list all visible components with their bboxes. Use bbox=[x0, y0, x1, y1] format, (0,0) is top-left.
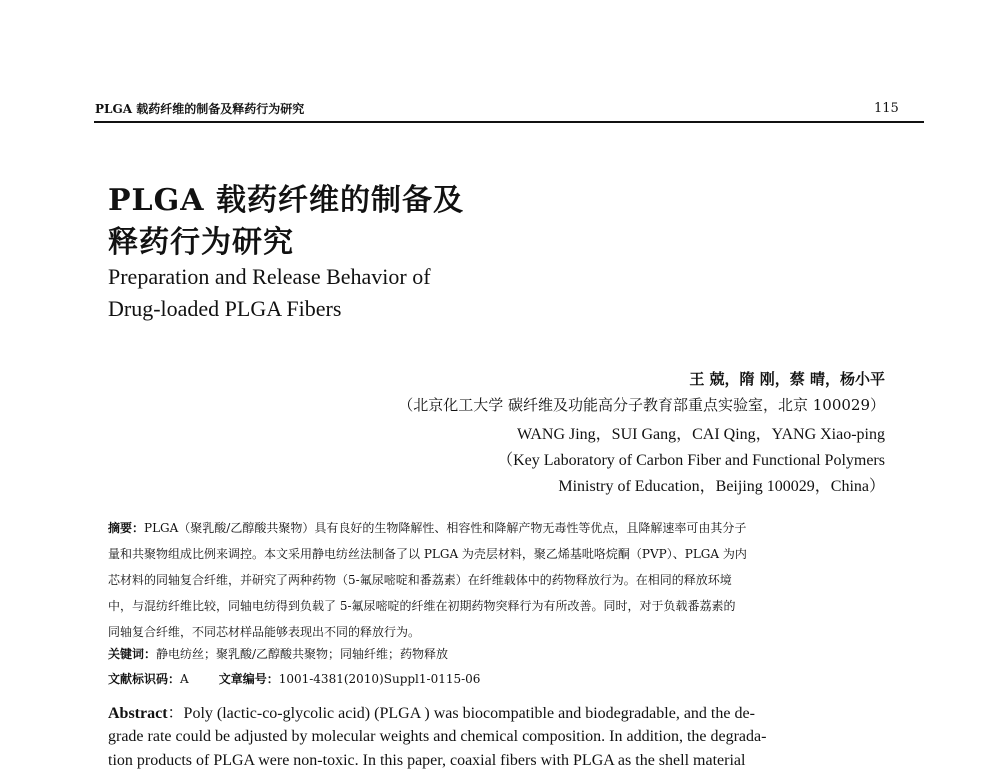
abstract-english-line-3: tion products of PLGA were non-toxic. In this paper, coaxial fibers with PLGA as the shell material bbox=[108, 752, 746, 769]
abstract-english-text: ：Poly (lactic-co-glycolic acid) (PLGA ) was biocompatible and biodegradable, and the de- bbox=[167, 705, 755, 722]
chinese-title-line-2: 释药行为研究 bbox=[108, 225, 294, 260]
affiliation-english-line-1: （Key Laboratory of Carbon Fiber and Functional Polymers bbox=[497, 452, 885, 469]
affiliation-chinese: （北京化工大学 碳纤维及功能高分子教育部重点实验室，北京 100029） bbox=[398, 396, 885, 414]
authors-chinese: 王 兢，隋 刚，蔡 晴，杨小平 bbox=[689, 370, 885, 388]
abstract-chinese-label: 摘要： bbox=[108, 521, 145, 535]
abstract-chinese-line-3: 芯材料的同轴复合纤维，并研究了两种药物（5-氟尿嘧啶和番荔素）在纤维载体中的药物释放行为。在相同的释放环境 bbox=[108, 573, 732, 587]
authors-english: WANG Jing，SUI Gang，CAI Qing，YANG Xiao-ping bbox=[517, 426, 885, 443]
abstract-english-line-2: grade rate could be adjusted by molecular weights and chemical composition. In addition, the degrada- bbox=[108, 728, 767, 745]
article-number-label: 文章编号： bbox=[218, 672, 279, 686]
keywords-line bbox=[108, 645, 448, 662]
english-title-line-1: Preparation and Release Behavior of bbox=[108, 264, 431, 289]
abstract-chinese-line-4: 中，与混纺纤维比较，同轴电纺得到负载了 5-氟尿嘧啶的纤维在初期药物突释行为有所改善。同时，对于负载番荔素的 bbox=[108, 599, 736, 613]
abstract-chinese-line-5: 同轴复合纤维，不同芯材样品能够表现出不同的释放行为。 bbox=[108, 625, 421, 639]
abstract-chinese-line-2: 量和共聚物组成比例来调控。本文采用静电纺丝法制备了以 PLGA 为壳层材料，聚乙烯基吡咯烷酮（PVP）、PLGA 为内 bbox=[108, 547, 747, 561]
keywords-label: 关键词： bbox=[108, 647, 157, 661]
document-code-label: 文献标识码： bbox=[108, 672, 181, 686]
document-code-value: A bbox=[180, 672, 189, 686]
abstract-chinese-line-1 bbox=[108, 519, 746, 536]
document-info-line bbox=[108, 670, 480, 687]
affiliation-english-line-2: Ministry of Education，Beijing 100029，China） bbox=[558, 478, 885, 495]
running-title: PLGA 载药纤维的制备及释药行为研究 bbox=[95, 102, 305, 116]
article-number-value: 1001-4381(2010)Suppl1-0115-06 bbox=[278, 672, 481, 686]
keywords-value: 静电纺丝；聚乳酸/乙醇酸共聚物；同轴纤维；药物释放 bbox=[156, 647, 449, 661]
english-title-line-2: Drug-loaded PLGA Fibers bbox=[108, 296, 342, 321]
abstract-english-label: Abstract bbox=[108, 705, 168, 722]
page-number: 115 bbox=[874, 101, 899, 116]
abstract-chinese-text: PLGA（聚乳酸/乙醇酸共聚物）具有良好的生物降解性、相容性和降解产物无毒性等优点，且降解速率可由其分子 bbox=[144, 521, 747, 535]
abstract-english-line-1 bbox=[108, 700, 755, 723]
chinese-title-line-1: PLGA 载药纤维的制备及 bbox=[108, 183, 464, 218]
header-rule bbox=[94, 121, 924, 123]
